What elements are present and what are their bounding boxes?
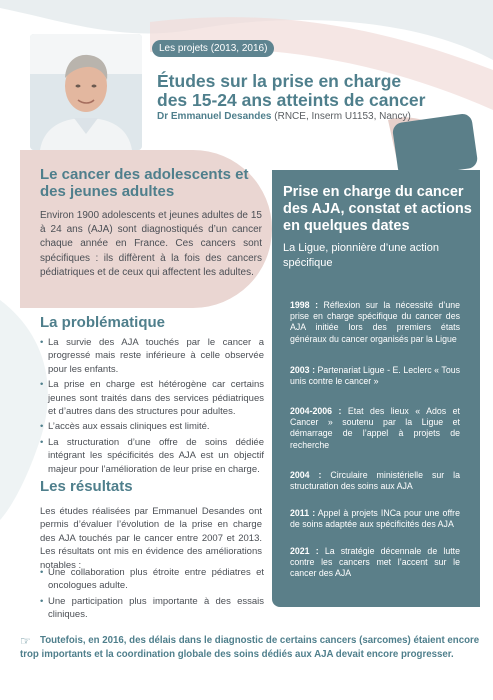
timeline-year: 1998 : (290, 300, 319, 310)
author-portrait (30, 34, 142, 150)
author-affiliation: (RNCE, Inserm U1153, Nancy) (271, 111, 411, 122)
title-line-2: des 15-24 ans atteints de cancer (157, 90, 426, 110)
title-line-1: Études sur la prise en charge (157, 71, 402, 91)
pointing-hand-icon: ☞ (20, 634, 31, 648)
list-item: • Une participation plus importante à des essais cliniques. (40, 595, 264, 622)
list-item: • La structuration d’une offre de soins dédiée intégrant les spécificités des AJA est un objectif majeur pour l’amélioration de leur prise en charge. (40, 436, 264, 476)
problem-list (40, 336, 264, 478)
projects-badge: Les projets (2013, 2016) (152, 40, 274, 57)
timeline-text: Réflexion sur la nécessité d’une prise en charge spécifique du cancer des AJA initiée lors des premiers états généraux du cancer organisés par la Ligue (290, 300, 460, 344)
list-item: • L’accès aux essais cliniques est limité. (40, 420, 264, 433)
list-item: • La prise en charge est hétérogène car certains jeunes sont traités dans des services pédiatriques et d’autres dans des structures pour adultes. (40, 378, 264, 418)
timeline-text: Circulaire ministérielle sur la structuration des soins aux AJA (290, 470, 460, 492)
timeline-text: La stratégie décennale de lutte contre les cancers met l’accent sur le cancer des AJA (290, 546, 460, 579)
timeline-year: 2004-2006 : (290, 406, 342, 416)
timeline-entry (290, 508, 460, 530)
page-title (157, 72, 477, 110)
timeline-year: 2021 : (290, 546, 319, 556)
problem-title: La problématique (40, 314, 166, 331)
timeline-entry (290, 470, 460, 492)
timeline-text: Appel à projets INCa pour une offre de soins adaptée aux spécificités des AJA (290, 508, 461, 530)
timeline-text: Etat des lieux « Ados et Cancer » soutenu par la Ligue et démarrage de l’appel à projets de recherche (290, 406, 460, 450)
author-line (157, 111, 477, 122)
timeline-entry (290, 546, 460, 580)
timeline-text: Partenariat Ligue - E. Leclerc « Tous unis contre le cancer » (290, 365, 461, 387)
timeline-entry (290, 365, 460, 387)
timeline-title: Prise en charge du cancer des AJA, constat et actions en quelques dates (283, 184, 472, 234)
timeline-panel (272, 170, 480, 607)
timeline-year: 2004 : (290, 470, 322, 480)
timeline-entry (290, 300, 460, 345)
author-name: Dr Emmanuel Desandes (157, 111, 272, 122)
footer-note: Toutefois, en 2016, des délais dans le diagnostic de certains cancers (sarcomes) étaient encore trop importants et la coordination globale des soins dédiés aux AJA devait encore progresser. (20, 635, 480, 660)
list-item: • La survie des AJA touchés par le cancer a progressé mais reste inférieure à celle observée pour les enfants. (40, 336, 264, 376)
intro-title: Le cancer des adolescents et des jeunes adultes (40, 166, 249, 200)
results-text: Les études réalisées par Emmanuel Desandes ont permis d’évaluer l’évolution de la prise en charge des AJA touchés par le cancer entre 2007 et 2013. Les résultats ont mis en évidence des améliorations notables : (40, 506, 262, 571)
results-title: Les résultats (40, 478, 133, 495)
list-item: • Une collaboration plus étroite entre pédiatres et oncologues adulte. (40, 566, 264, 593)
timeline-year: 2003 : (290, 365, 316, 375)
results-list (40, 566, 264, 624)
timeline-subtitle: La Ligue, pionnière d’une action spécifique (283, 242, 439, 269)
intro-text: Environ 1900 adolescents et jeunes adultes de 15 à 24 ans (AJA) sont diagnostiqués d’un cancer chaque année en France. Ces cancers sont spécifiques : ils diffèrent à la fois des cancers pédiatriques et de ceux qui affectent les adultes. (40, 210, 262, 278)
timeline-year: 2011 : (290, 508, 316, 518)
timeline-entry (290, 406, 460, 451)
